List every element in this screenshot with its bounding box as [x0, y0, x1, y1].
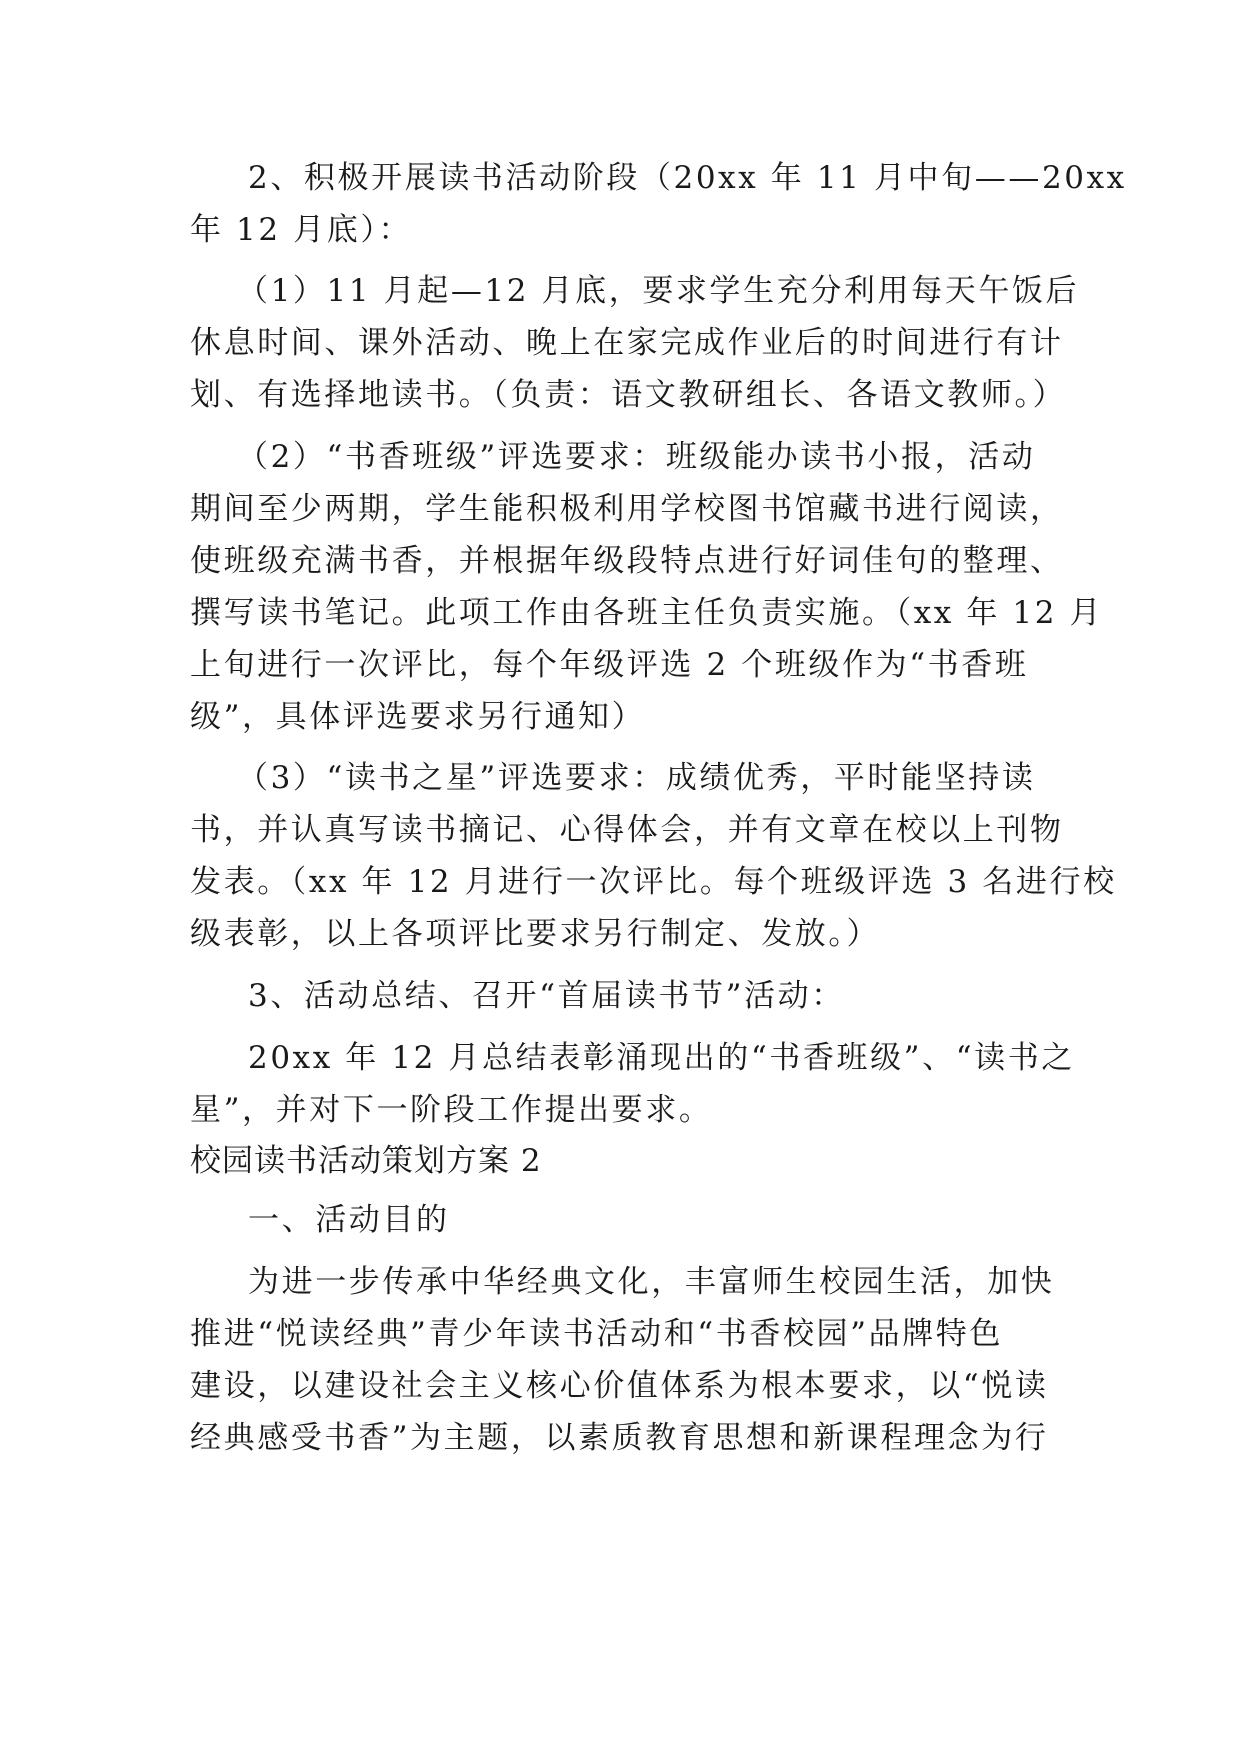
text-line: 上旬进行一次评比，每个年级评选 2 个班级作为“书香班 — [190, 647, 1029, 683]
text-line: 经典感受书香”为主题，以素质教育思想和新课程理念为行 — [190, 1420, 1049, 1456]
text-line: 年 12 月底）： — [190, 212, 413, 248]
text-line: （2）“书香班级”评选要求：班级能办读书小报，活动 — [237, 439, 1036, 475]
text-line: 建设，以建设社会主义核心价值体系为根本要求，以“悦读 — [190, 1368, 1049, 1404]
text-line: 划、有选择地读书。（负责：语文教研组长、各语文教师。） — [190, 377, 1067, 413]
text-line: 3、活动总结、召开“首届读书节”活动： — [248, 978, 845, 1014]
text-line: 2、积极开展读书活动阶段（20xx 年 11 月中旬——20xx — [248, 160, 1127, 196]
text-line: 为进一步传承中华经典文化，丰富师生校园生活，加快 — [248, 1264, 1055, 1300]
section-heading: 一、活动目的 — [248, 1202, 450, 1238]
text-line: 撰写读书笔记。此项工作由各班主任负责实施。（xx 年 12 月 — [190, 595, 1104, 631]
text-line: （1）11 月起—12 月底，要求学生充分利用每天午饭后 — [237, 273, 1080, 309]
text-line: 期间至少两期，学生能积极利用学校图书馆藏书进行阅读， — [190, 491, 1064, 527]
text-line: 休息时间、课外活动、晚上在家完成作业后的时间进行有计 — [190, 325, 1064, 361]
text-line: 级”，具体评选要求另行通知） — [190, 699, 646, 735]
text-line: 星”，并对下一阶段工作提出要求。 — [190, 1092, 713, 1128]
text-line: （3）“读书之星”评选要求：成绩优秀，平时能坚持读 — [237, 760, 1036, 796]
text-line: 推进“悦读经典”青少年读书活动和“书香校园”品牌特色 — [190, 1316, 1003, 1352]
text-line: 书，并认真写读书摘记、心得体会，并有文章在校以上刊物 — [190, 812, 1064, 848]
text-line: 发表。（xx 年 12 月进行一次评比。每个班级评选 3 名进行校 — [190, 864, 1117, 900]
text-line: 20xx 年 12 月总结表彰涌现出的“书香班级”、“读书之 — [248, 1040, 1075, 1076]
text-line: 使班级充满书香，并根据年级段特点进行好词佳句的整理、 — [190, 543, 1064, 579]
text-line: 级表彰，以上各项评比要求另行制定、发放。） — [190, 916, 881, 952]
section-heading: 校园读书活动策划方案 2 — [190, 1143, 542, 1179]
